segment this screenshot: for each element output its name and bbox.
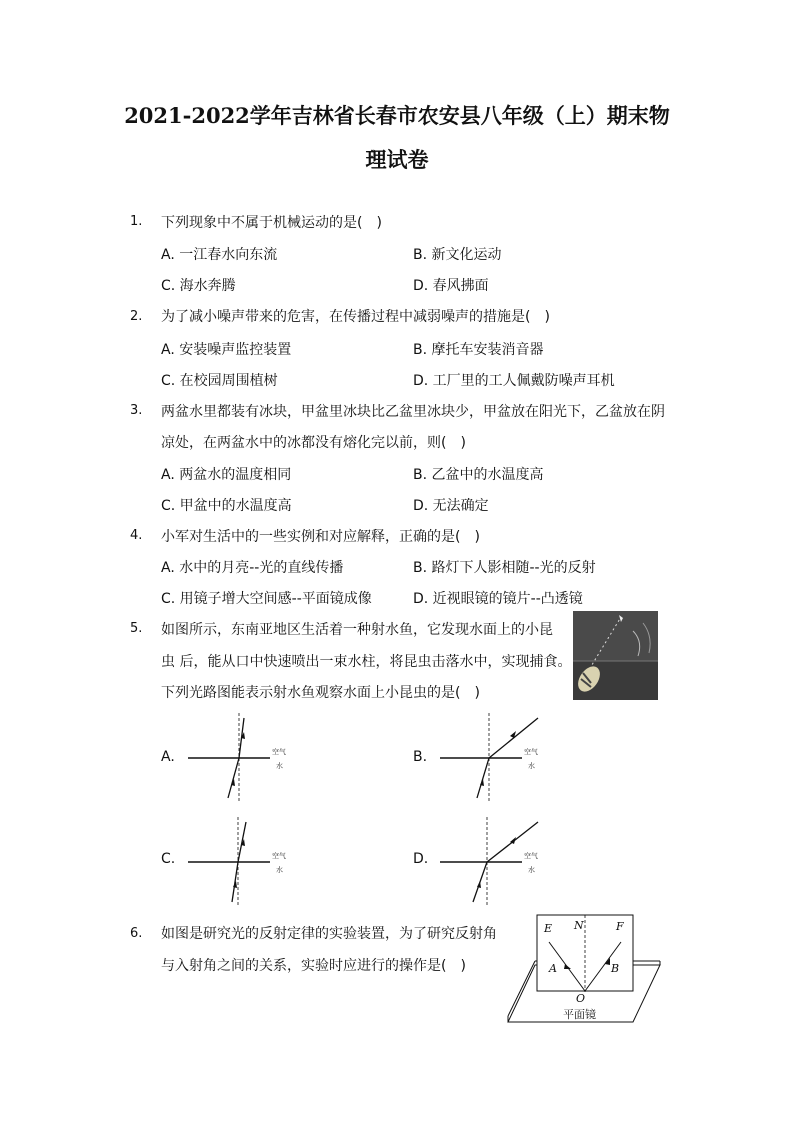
- q2-option-c[interactable]: C. 在校园周围植树: [161, 373, 278, 389]
- q2-option-d[interactable]: D. 工厂里的工人佩戴防噪声耳机: [413, 373, 615, 389]
- q5-a-air-label: 空气: [272, 748, 286, 756]
- reflection-apparatus-figure: [505, 912, 665, 1024]
- q5-diagram-b[interactable]: [440, 713, 550, 803]
- archer-fish-photo: [573, 611, 658, 700]
- fig-label-e: E: [544, 922, 553, 935]
- q5-text-line3: 下列光路图能表示射水鱼观察水面上小昆虫的是( ): [161, 685, 480, 701]
- q3-text-line2: 凉处，在两盆水中的冰都没有熔化完以前，则( ): [161, 435, 466, 451]
- q5-diagram-d[interactable]: [440, 817, 550, 907]
- q6-text-line2: 与入射角之间的关系，实验时应进行的操作是( ): [161, 958, 466, 974]
- page-title-line2: 理试卷: [365, 147, 429, 172]
- q1-text: 下列现象中不属于机械运动的是( ): [161, 215, 382, 231]
- q4-option-c[interactable]: C. 用镜子增大空间感--平面镜成像: [161, 591, 372, 607]
- fig-label-n: N: [574, 919, 584, 932]
- q3-text-line1: 两盆水里都装有冰块，甲盆里冰块比乙盆里冰块少，甲盆放在阳光下，乙盆放在阴: [161, 404, 665, 420]
- q5-number: 5.: [130, 621, 143, 636]
- fig-label-mirror: 平面镜: [563, 1008, 596, 1021]
- q5-b-water-label: 水: [528, 762, 535, 770]
- q5-c-water-label: 水: [276, 866, 283, 874]
- q1-number: 1.: [130, 214, 143, 229]
- q3-option-a[interactable]: A. 两盆水的温度相同: [161, 467, 292, 483]
- q5-diagram-c[interactable]: [188, 817, 298, 907]
- q6-text-line1: 如图是研究光的反射定律的实验装置，为了研究反射角: [161, 926, 497, 942]
- q1-option-a[interactable]: A. 一江春水向东流: [161, 247, 278, 263]
- q3-option-c[interactable]: C. 甲盆中的水温度高: [161, 498, 292, 514]
- q3-number: 3.: [130, 403, 143, 418]
- q5-a-water-label: 水: [276, 762, 283, 770]
- q4-option-a[interactable]: A. 水中的月亮--光的直线传播: [161, 560, 344, 576]
- q5-c-air-label: 空气: [272, 852, 286, 860]
- fig-label-f: F: [616, 920, 624, 933]
- q2-option-a[interactable]: A. 安装噪声监控装置: [161, 342, 292, 358]
- q5-diagram-d-label[interactable]: D.: [413, 851, 429, 867]
- q1-option-b[interactable]: B. 新文化运动: [413, 247, 502, 263]
- q2-number: 2.: [130, 309, 143, 324]
- page-title-line1: 2021-2022学年吉林省长春市农安县八年级（上）期末物: [124, 103, 670, 128]
- q3-option-d[interactable]: D. 无法确定: [413, 498, 489, 514]
- q4-text: 小军对生活中的一些实例和对应解释，正确的是( ): [161, 529, 480, 545]
- q4-option-b[interactable]: B. 路灯下人影相随--光的反射: [413, 560, 596, 576]
- q1-option-d[interactable]: D. 春风拂面: [413, 278, 489, 294]
- q4-number: 4.: [130, 528, 143, 543]
- q2-text: 为了减小噪声带来的危害，在传播过程中减弱噪声的措施是( ): [161, 309, 550, 325]
- q6-number: 6.: [130, 926, 143, 941]
- q5-diagram-a[interactable]: [188, 713, 298, 803]
- q5-d-water-label: 水: [528, 866, 535, 874]
- q5-d-air-label: 空气: [524, 852, 538, 860]
- fig-label-o: O: [576, 992, 586, 1005]
- fig-label-a: A: [549, 962, 557, 975]
- q1-option-c[interactable]: C. 海水奔腾: [161, 278, 236, 294]
- q5-b-air-label: 空气: [524, 748, 538, 756]
- q3-option-b[interactable]: B. 乙盆中的水温度高: [413, 467, 544, 483]
- q5-diagram-a-label[interactable]: A.: [161, 749, 175, 765]
- fig-label-b: B: [611, 962, 620, 975]
- q5-diagram-b-label[interactable]: B.: [413, 749, 428, 765]
- q5-text-line2: 虫 后，能从口中快速喷出一束水柱，将昆虫击落水中，实现捕食。: [161, 654, 572, 670]
- q2-option-b[interactable]: B. 摩托车安装消音器: [413, 342, 544, 358]
- q5-text-line1: 如图所示，东南亚地区生活着一种射水鱼，它发现水面上的小昆: [161, 622, 553, 638]
- q5-diagram-c-label[interactable]: C.: [161, 851, 176, 867]
- q4-option-d[interactable]: D. 近视眼镜的镜片--凸透镜: [413, 591, 583, 607]
